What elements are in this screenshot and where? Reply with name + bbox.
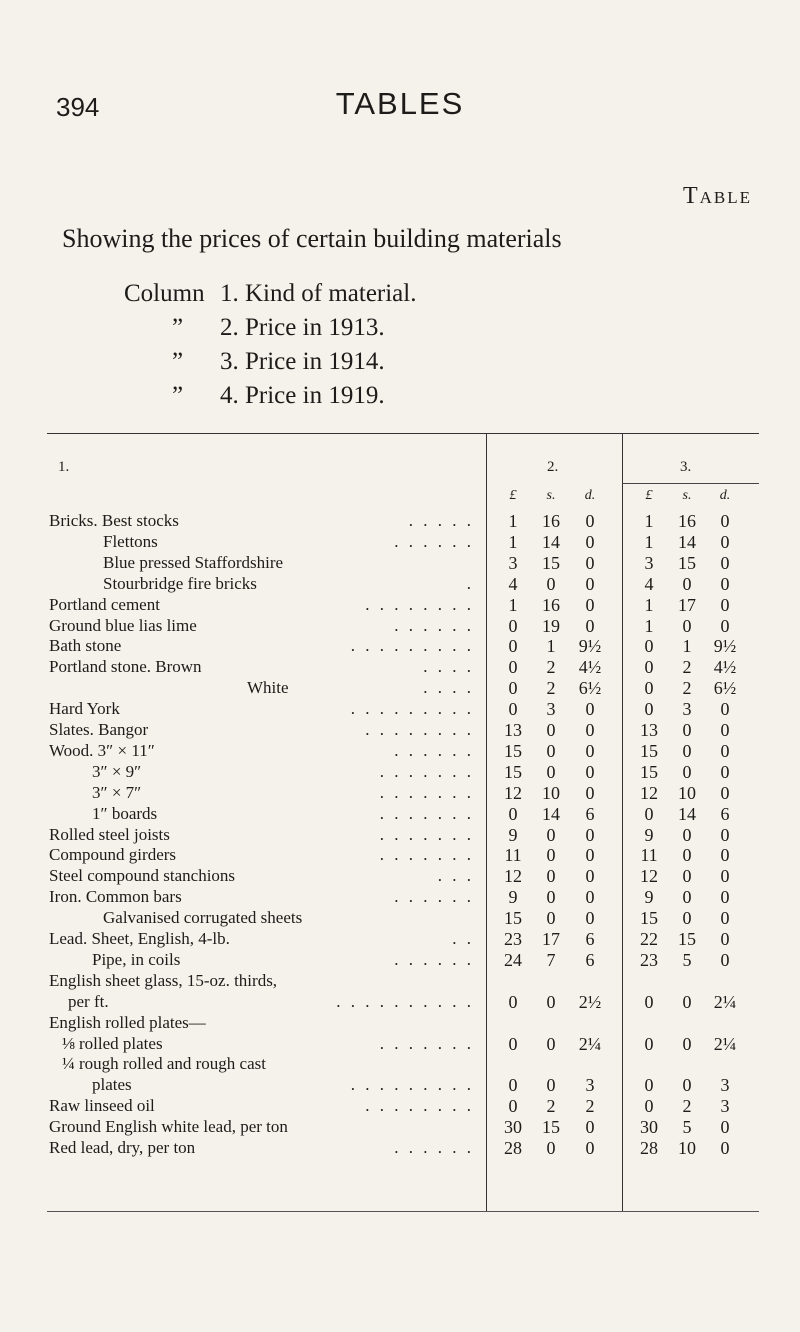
dot-leader: . . . . . . . . . bbox=[350, 699, 474, 718]
column-head: 1. bbox=[58, 459, 70, 475]
table-row bbox=[0, 887, 800, 907]
price-cell: 0 bbox=[508, 657, 518, 677]
price-cell: 9½ bbox=[578, 636, 602, 656]
price-cell: 0 bbox=[682, 720, 692, 740]
material-label: Portland stone. Brown bbox=[49, 657, 202, 676]
unit-label: s. bbox=[546, 488, 556, 503]
price-cell: 0 bbox=[508, 992, 518, 1012]
price-cell: 22 bbox=[640, 929, 658, 949]
price-cell: 6½ bbox=[713, 678, 737, 698]
page-number: 394 bbox=[56, 92, 100, 122]
dot-leader: . . . . . . . . bbox=[365, 720, 474, 739]
table-row bbox=[0, 574, 800, 594]
price-cell: 15 bbox=[678, 929, 696, 949]
price-cell: 0 bbox=[720, 553, 730, 573]
price-cell: 2¼ bbox=[713, 1034, 737, 1054]
material-label: Stourbridge fire bricks bbox=[103, 574, 257, 593]
price-cell: 0 bbox=[644, 636, 654, 656]
price-cell: 0 bbox=[546, 1138, 556, 1158]
material-label: Raw linseed oil bbox=[49, 1096, 155, 1115]
price-cell: 9 bbox=[644, 887, 654, 907]
price-cell: 24 bbox=[504, 950, 522, 970]
dot-leader: . . . . . . . . bbox=[365, 1096, 474, 1115]
material-label: Blue pressed Staffordshire bbox=[103, 553, 284, 572]
unit-label: d. bbox=[584, 488, 596, 503]
price-cell: 0 bbox=[508, 678, 518, 698]
table-row bbox=[0, 636, 800, 656]
price-cell: 0 bbox=[720, 866, 730, 886]
price-cell: 30 bbox=[640, 1117, 658, 1137]
price-cell: 0 bbox=[720, 845, 730, 865]
dot-leader: . . . . bbox=[423, 678, 474, 697]
material-label: Compound girders bbox=[49, 845, 177, 864]
price-cell: 3 bbox=[585, 1075, 595, 1095]
table-row bbox=[0, 762, 800, 782]
price-cell: 2 bbox=[585, 1096, 595, 1116]
price-cell: 0 bbox=[720, 1138, 730, 1158]
price-cell: 7 bbox=[546, 950, 556, 970]
price-cell: 0 bbox=[585, 825, 595, 845]
price-cell: 15 bbox=[542, 1117, 560, 1137]
table-row bbox=[0, 741, 800, 761]
price-cell: 2½ bbox=[578, 992, 602, 1012]
dot-leader: . . . . . . . . bbox=[365, 595, 474, 614]
dot-leader: . . . . bbox=[423, 657, 474, 676]
price-cell: 0 bbox=[644, 699, 654, 719]
column-note-text: 3. Price in 1914. bbox=[220, 348, 385, 375]
price-cell: 0 bbox=[644, 657, 654, 677]
price-cell: 0 bbox=[720, 511, 730, 531]
price-cell: 0 bbox=[585, 1138, 595, 1158]
price-cell: 0 bbox=[720, 741, 730, 761]
price-cell: 30 bbox=[504, 1117, 522, 1137]
dot-leader: . . . . . . bbox=[394, 887, 474, 906]
price-cell: 9 bbox=[644, 825, 654, 845]
price-cell: 0 bbox=[585, 574, 595, 594]
price-cell: 16 bbox=[542, 595, 560, 615]
dot-leader: . . . . . . . . . . bbox=[336, 992, 474, 1011]
unit-label: £ bbox=[645, 488, 653, 503]
price-cell: 0 bbox=[585, 783, 595, 803]
table-row bbox=[0, 929, 800, 949]
price-cell: 0 bbox=[508, 804, 518, 824]
dot-leader: . . . . . . bbox=[394, 1138, 474, 1157]
price-cell: 0 bbox=[720, 783, 730, 803]
price-cell: 0 bbox=[546, 845, 556, 865]
column-note-text: 4. Price in 1919. bbox=[220, 382, 385, 409]
table-row bbox=[0, 616, 800, 636]
table-row bbox=[0, 699, 800, 719]
table-row bbox=[0, 804, 800, 824]
dot-leader: . . . . . . . bbox=[379, 804, 474, 823]
price-cell: 0 bbox=[682, 825, 692, 845]
table-row bbox=[0, 595, 800, 615]
price-cell: 15 bbox=[504, 908, 522, 928]
price-cell: 0 bbox=[546, 866, 556, 886]
price-cell: 9½ bbox=[713, 636, 737, 656]
column-head: 3. bbox=[680, 459, 692, 475]
price-cell: 15 bbox=[678, 553, 696, 573]
material-label: Bricks. Best stocks bbox=[49, 511, 179, 530]
price-cell: 0 bbox=[508, 636, 518, 656]
material-label: Rolled steel joists bbox=[49, 825, 170, 844]
table-row bbox=[0, 511, 800, 531]
price-cell: 0 bbox=[585, 1117, 595, 1137]
price-cell: 12 bbox=[640, 866, 658, 886]
price-cell: 11 bbox=[640, 845, 658, 865]
table-row bbox=[0, 992, 800, 1012]
price-cell: 0 bbox=[585, 511, 595, 531]
column-note-prefix: ” bbox=[172, 314, 184, 341]
dot-leader: . . . . . . . bbox=[379, 783, 474, 802]
table-row bbox=[0, 950, 800, 970]
dot-leader: . . bbox=[452, 929, 474, 948]
price-cell: 0 bbox=[546, 1034, 556, 1054]
price-cell: 1 bbox=[644, 511, 654, 531]
unit-label: s. bbox=[682, 488, 692, 503]
price-cell: 0 bbox=[682, 992, 692, 1012]
price-cell: 0 bbox=[546, 825, 556, 845]
table-rule-bottom bbox=[47, 1211, 759, 1212]
price-cell: 28 bbox=[640, 1138, 658, 1158]
price-cell: 1 bbox=[644, 532, 654, 552]
price-cell: 23 bbox=[640, 950, 658, 970]
price-cell: 2 bbox=[546, 1096, 556, 1116]
material-label: Pipe, in coils bbox=[92, 950, 181, 969]
material-label: Bath stone bbox=[49, 636, 122, 655]
material-label: English sheet glass, 15-oz. thirds, bbox=[49, 971, 278, 990]
price-cell: 14 bbox=[678, 532, 696, 552]
material-label: Slates. Bangor bbox=[49, 720, 149, 739]
price-cell: 0 bbox=[682, 616, 692, 636]
dot-leader: . bbox=[466, 574, 474, 593]
column-note-prefix: ” bbox=[172, 382, 184, 409]
price-cell: 9 bbox=[508, 887, 518, 907]
price-cell: 0 bbox=[720, 616, 730, 636]
price-cell: 0 bbox=[508, 616, 518, 636]
material-label: Ground English white lead, per ton bbox=[49, 1117, 288, 1136]
price-cell: 0 bbox=[585, 616, 595, 636]
table-row bbox=[0, 657, 800, 677]
price-cell: 0 bbox=[720, 762, 730, 782]
price-cell: 0 bbox=[508, 1034, 518, 1054]
price-cell: 0 bbox=[585, 866, 595, 886]
price-cell: 0 bbox=[508, 1075, 518, 1095]
material-label: Lead. Sheet, English, 4-lb. bbox=[49, 929, 230, 948]
price-cell: 1 bbox=[644, 595, 654, 615]
price-cell: 2 bbox=[682, 678, 692, 698]
column-note-text: 2. Price in 1913. bbox=[220, 314, 385, 341]
table-row bbox=[0, 866, 800, 886]
table-rule-top bbox=[47, 433, 759, 434]
material-label: White bbox=[247, 678, 289, 697]
price-cell: 17 bbox=[542, 929, 560, 949]
running-head: TABLES bbox=[335, 86, 465, 121]
price-cell: 0 bbox=[720, 908, 730, 928]
price-cell: 0 bbox=[508, 1096, 518, 1116]
price-cell: 0 bbox=[644, 804, 654, 824]
price-cell: 0 bbox=[585, 762, 595, 782]
price-cell: 28 bbox=[504, 1138, 522, 1158]
table-row bbox=[0, 783, 800, 803]
price-cell: 0 bbox=[682, 866, 692, 886]
price-cell: 0 bbox=[720, 1117, 730, 1137]
price-cell: 17 bbox=[678, 595, 696, 615]
price-cell: 0 bbox=[682, 574, 692, 594]
table-row bbox=[0, 678, 800, 698]
price-cell: 9 bbox=[508, 825, 518, 845]
price-cell: 0 bbox=[585, 532, 595, 552]
dot-leader: . . . . . . bbox=[394, 616, 474, 635]
price-cell: 0 bbox=[682, 887, 692, 907]
price-cell: 1 bbox=[508, 511, 518, 531]
material-label: Red lead, dry, per ton bbox=[49, 1138, 196, 1157]
price-cell: 0 bbox=[508, 699, 518, 719]
price-cell: 16 bbox=[678, 511, 696, 531]
material-label: ⅛ rolled plates bbox=[62, 1034, 163, 1053]
price-cell: 6 bbox=[585, 804, 595, 824]
price-cell: 3 bbox=[546, 699, 556, 719]
price-cell: 2 bbox=[546, 657, 556, 677]
table-row bbox=[0, 553, 800, 573]
price-cell: 2¼ bbox=[578, 1034, 602, 1054]
material-label: Wood. 3″ × 11″ bbox=[49, 741, 155, 760]
price-cell: 12 bbox=[640, 783, 658, 803]
price-cell: 0 bbox=[644, 1034, 654, 1054]
material-label: 3″ × 7″ bbox=[92, 783, 142, 802]
price-cell: 3 bbox=[720, 1096, 730, 1116]
material-label: per ft. bbox=[68, 992, 109, 1011]
price-cell: 0 bbox=[682, 741, 692, 761]
price-cell: 15 bbox=[640, 762, 658, 782]
table-row bbox=[0, 1034, 800, 1054]
dot-leader: . . . . . . . bbox=[379, 762, 474, 781]
price-cell: 14 bbox=[678, 804, 696, 824]
price-cell: 15 bbox=[504, 741, 522, 761]
price-cell: 0 bbox=[720, 574, 730, 594]
price-cell: 2 bbox=[682, 657, 692, 677]
price-cell: 1 bbox=[508, 532, 518, 552]
material-label: Galvanised corrugated sheets bbox=[103, 908, 303, 927]
price-cell: 15 bbox=[640, 741, 658, 761]
price-cell: 0 bbox=[682, 1034, 692, 1054]
dot-leader: . . . . . . bbox=[394, 532, 474, 551]
price-cell: 0 bbox=[585, 741, 595, 761]
price-cell: 0 bbox=[644, 1096, 654, 1116]
price-cell: 2¼ bbox=[713, 992, 737, 1012]
material-label: Hard York bbox=[49, 699, 120, 718]
caption: Showing the prices of certain building materials bbox=[62, 224, 562, 253]
price-cell: 4 bbox=[644, 574, 654, 594]
price-cell: 3 bbox=[682, 699, 692, 719]
dot-leader: . . . . . . bbox=[394, 950, 474, 969]
price-cell: 10 bbox=[542, 783, 560, 803]
table-row bbox=[0, 1013, 800, 1033]
material-label: 3″ × 9″ bbox=[92, 762, 142, 781]
price-cell: 12 bbox=[504, 866, 522, 886]
column-note-prefix: ” bbox=[172, 348, 184, 375]
price-cell: 4½ bbox=[713, 657, 737, 677]
price-cell: 2 bbox=[546, 678, 556, 698]
material-label: plates bbox=[92, 1075, 132, 1094]
material-label: English rolled plates— bbox=[49, 1013, 206, 1032]
price-cell: 10 bbox=[678, 783, 696, 803]
price-cell: 6½ bbox=[578, 678, 602, 698]
price-cell: 0 bbox=[546, 1075, 556, 1095]
price-cell: 0 bbox=[546, 908, 556, 928]
table-row bbox=[0, 825, 800, 845]
price-cell: 10 bbox=[678, 1138, 696, 1158]
price-cell: 14 bbox=[542, 532, 560, 552]
price-cell: 0 bbox=[720, 532, 730, 552]
price-cell: 0 bbox=[682, 908, 692, 928]
price-cell: 0 bbox=[720, 825, 730, 845]
material-label: Flettons bbox=[103, 532, 158, 551]
price-cell: 1 bbox=[546, 636, 556, 656]
price-cell: 0 bbox=[585, 887, 595, 907]
price-cell: 0 bbox=[720, 929, 730, 949]
material-label: Portland cement bbox=[49, 595, 160, 614]
material-label: 1″ boards bbox=[92, 804, 158, 823]
price-cell: 1 bbox=[508, 595, 518, 615]
price-cell: 0 bbox=[585, 845, 595, 865]
column-note-text: 1. Kind of material. bbox=[220, 280, 417, 307]
price-cell: 0 bbox=[546, 720, 556, 740]
price-cell: 23 bbox=[504, 929, 522, 949]
table-row bbox=[0, 845, 800, 865]
price-cell: 13 bbox=[504, 720, 522, 740]
price-cell: 0 bbox=[720, 950, 730, 970]
material-label: Iron. Common bars bbox=[49, 887, 182, 906]
price-cell: 0 bbox=[720, 699, 730, 719]
price-cell: 0 bbox=[585, 908, 595, 928]
material-label: Steel compound stanchions bbox=[49, 866, 236, 885]
price-cell: 0 bbox=[720, 595, 730, 615]
price-cell: 3 bbox=[720, 1075, 730, 1095]
column-head: 2. bbox=[547, 459, 559, 475]
dot-leader: . . . . . . . bbox=[379, 1034, 474, 1053]
price-cell: 0 bbox=[546, 887, 556, 907]
price-cell: 0 bbox=[546, 992, 556, 1012]
unit-label: £ bbox=[509, 488, 517, 503]
table-row bbox=[0, 1138, 800, 1158]
table-row bbox=[0, 971, 800, 991]
column-note-prefix: Column bbox=[124, 280, 205, 307]
dot-leader: . . . . . . . bbox=[379, 825, 474, 844]
price-cell: 19 bbox=[542, 616, 560, 636]
material-label: ¼ rough rolled and rough cast bbox=[62, 1054, 266, 1073]
dot-leader: . . . . . bbox=[408, 511, 474, 530]
table-title: Table bbox=[682, 183, 752, 209]
price-cell: 0 bbox=[546, 741, 556, 761]
dot-leader: . . . . . . . . . bbox=[350, 1075, 474, 1094]
price-cell: 0 bbox=[644, 678, 654, 698]
price-cell: 0 bbox=[546, 574, 556, 594]
table-row bbox=[0, 720, 800, 740]
price-cell: 4½ bbox=[578, 657, 602, 677]
price-cell: 13 bbox=[640, 720, 658, 740]
price-cell: 15 bbox=[640, 908, 658, 928]
price-cell: 6 bbox=[585, 929, 595, 949]
price-cell: 4 bbox=[508, 574, 518, 594]
price-cell: 3 bbox=[644, 553, 654, 573]
price-cell: 5 bbox=[682, 1117, 692, 1137]
dot-leader: . . . . . . . . . bbox=[350, 636, 474, 655]
table-row bbox=[0, 1075, 800, 1095]
price-cell: 3 bbox=[508, 553, 518, 573]
price-cell: 0 bbox=[644, 1075, 654, 1095]
column-head-underline bbox=[622, 483, 759, 484]
table-row bbox=[0, 532, 800, 552]
price-cell: 6 bbox=[585, 950, 595, 970]
table-row bbox=[0, 908, 800, 928]
dot-leader: . . . . . . . bbox=[379, 845, 474, 864]
price-cell: 14 bbox=[542, 804, 560, 824]
price-cell: 0 bbox=[720, 887, 730, 907]
price-cell: 6 bbox=[720, 804, 730, 824]
price-cell: 16 bbox=[542, 511, 560, 531]
price-cell: 0 bbox=[585, 553, 595, 573]
unit-label: d. bbox=[719, 488, 731, 503]
table-row bbox=[0, 1096, 800, 1116]
price-cell: 0 bbox=[644, 992, 654, 1012]
price-cell: 0 bbox=[585, 720, 595, 740]
price-cell: 1 bbox=[682, 636, 692, 656]
table-row bbox=[0, 1054, 800, 1074]
price-cell: 11 bbox=[504, 845, 522, 865]
price-cell: 15 bbox=[542, 553, 560, 573]
price-cell: 0 bbox=[682, 1075, 692, 1095]
price-cell: 12 bbox=[504, 783, 522, 803]
price-cell: 1 bbox=[644, 616, 654, 636]
table-row bbox=[0, 1117, 800, 1137]
price-cell: 0 bbox=[546, 762, 556, 782]
price-cell: 0 bbox=[720, 720, 730, 740]
dot-leader: . . . bbox=[437, 866, 474, 885]
price-cell: 0 bbox=[682, 762, 692, 782]
material-label: Ground blue lias lime bbox=[49, 616, 197, 635]
price-cell: 15 bbox=[504, 762, 522, 782]
price-cell: 2 bbox=[682, 1096, 692, 1116]
dot-leader: . . . . . . bbox=[394, 741, 474, 760]
price-cell: 0 bbox=[585, 699, 595, 719]
price-cell: 0 bbox=[682, 845, 692, 865]
price-cell: 5 bbox=[682, 950, 692, 970]
price-cell: 0 bbox=[585, 595, 595, 615]
